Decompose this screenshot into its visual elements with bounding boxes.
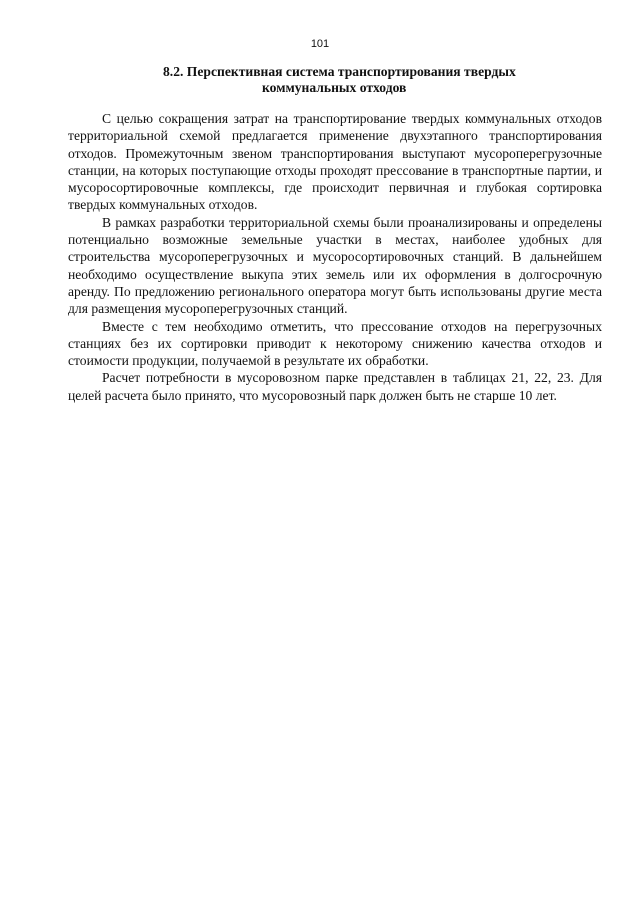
paragraph: С целью сокращения затрат на транспортирование твердых коммунальных отходов территориальной схемой предлагается применение двухэтапного транспортирования отходов. Промежуточным звеном транспортирования выступают мусороперегрузочные станции, на которых поступающие отходы проходят прессование в транспортные партии, и мусоросортировочные комплексы, где происходит первичная и глубокая сортировка твердых коммунальных отходов. [68, 111, 602, 213]
body-text [68, 110, 602, 404]
section-heading [0, 64, 640, 96]
paragraph: Расчет потребности в мусоровозном парке представлен в таблицах 21, 22, 23. Для целей расчета было принято, что мусоровозный парк должен быть не старше 10 лет. [68, 370, 602, 403]
paragraph: В рамках разработки территориальной схемы были проанализированы и определены потенциально возможные земельные участки в местах, наиболее удобных для строительства мусороперегрузочных и мусоросортировочных станций. В дальнейшем необходимо осуществление выкупа этих земель или их оформления в долгосрочную аренду. По предложению регионального оператора могут быть использованы другие места для размещения мусороперегрузочных станций. [68, 214, 602, 317]
page-number: 101 [310, 38, 330, 50]
section-heading-line-2: коммунальных отходов [262, 80, 407, 95]
paragraph: Вместе с тем необходимо отметить, что прессование отходов на перегрузочных станциях без их сортировки приводит к некоторому снижению качества отходов и стоимости продукции, получаемой в результате их обработки. [68, 318, 602, 369]
section-heading-line-1: 8.2. Перспективная система транспортирования твердых [163, 64, 516, 79]
